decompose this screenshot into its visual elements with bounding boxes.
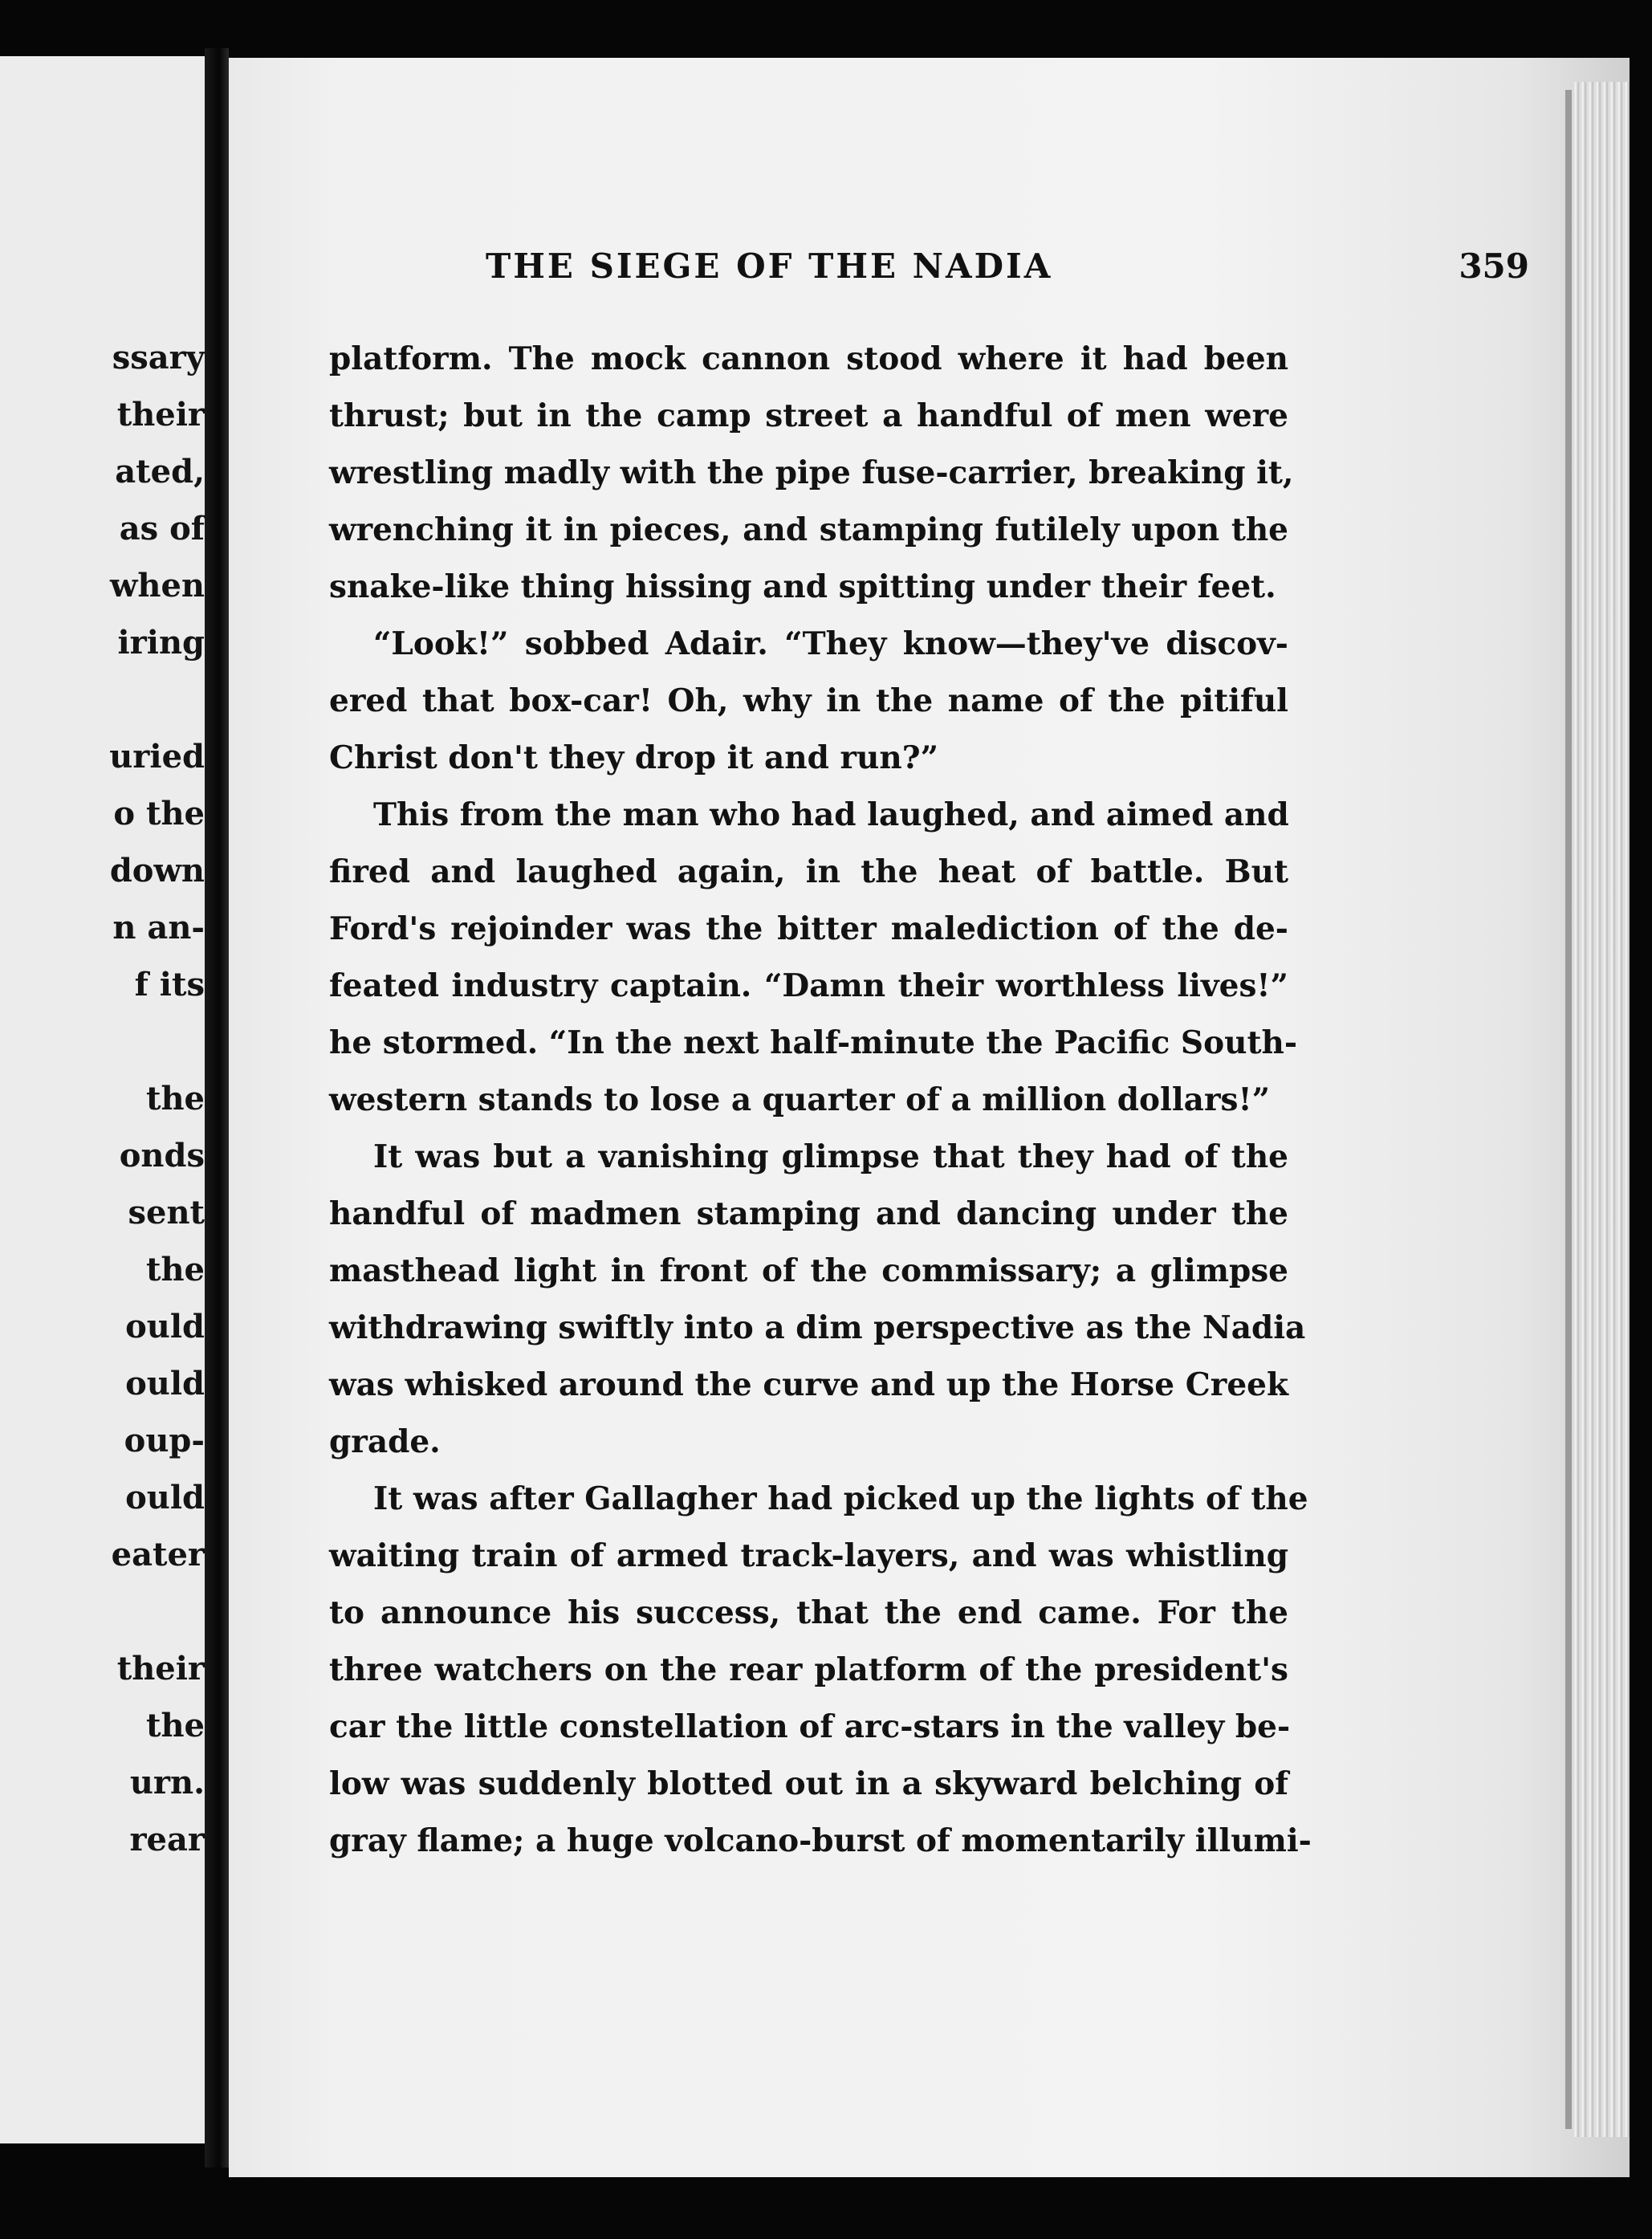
facing-page-fragment: ould xyxy=(125,1365,205,1402)
facing-page-fragment: sent xyxy=(128,1194,205,1231)
facing-page-fragment: the xyxy=(145,1080,205,1117)
paragraph xyxy=(329,331,1294,616)
text-line: he stormed. “In the next half-minute the Pacific South- xyxy=(329,1024,1298,1061)
facing-page-fragment: iring xyxy=(117,624,205,662)
text-line: to announce his success, that the end came. For the xyxy=(329,1594,1288,1631)
facing-page-fragment: n an- xyxy=(112,909,205,946)
facing-page-fragment: rear xyxy=(129,1821,205,1858)
text-line: It was after Gallagher had picked up the lights of the xyxy=(373,1480,1308,1517)
text-line: This from the man who had laughed, and aimed and xyxy=(373,796,1289,833)
facing-page-fragment: their xyxy=(116,396,205,434)
facing-page-fragment xyxy=(12,671,205,728)
running-title: THE SIEGE OF THE NADIA xyxy=(486,246,1053,286)
running-head xyxy=(486,246,1529,303)
text-line: ered that box-car! Oh, why in the name of the pitiful xyxy=(329,682,1288,719)
text-line: snake-like thing hissing and spitting under their feet. xyxy=(329,568,1276,605)
text-line: It was but a vanishing glimpse that they had of the xyxy=(373,1138,1288,1175)
text-line: grade. xyxy=(329,1423,441,1460)
facing-page-fragment: the xyxy=(145,1251,205,1288)
body-text xyxy=(329,331,1312,1870)
book-page xyxy=(229,58,1630,2177)
text-line: three watchers on the rear platform of the president's xyxy=(329,1651,1288,1688)
text-line: withdrawing swiftly into a dim perspective as the Nadia xyxy=(329,1309,1306,1346)
facing-page-fragment: urn. xyxy=(129,1764,205,1801)
text-line: waiting train of armed track-layers, and was whistling xyxy=(329,1537,1288,1574)
page-block-edge xyxy=(1573,82,1630,2137)
facing-page-fragment: ould xyxy=(125,1308,205,1345)
facing-page-fragment: f its xyxy=(134,966,205,1003)
text-line: gray flame; a huge volcano-burst of momentarily illumi- xyxy=(329,1822,1312,1859)
text-line: wrenching it in pieces, and stamping futilely upon the xyxy=(329,511,1288,548)
facing-page-text-fragments xyxy=(12,329,205,1868)
text-line: low was suddenly blotted out in a skyward belching of xyxy=(329,1765,1288,1802)
facing-page-fragment xyxy=(12,1583,205,1640)
page-edge-shadow xyxy=(1565,90,1572,2129)
paragraph xyxy=(329,1129,1306,1471)
facing-page-fragment: ould xyxy=(125,1479,205,1516)
text-line: thrust; but in the camp street a handful of men were xyxy=(329,397,1288,434)
text-line: Christ don't they drop it and run?” xyxy=(329,739,938,776)
text-line: western stands to lose a quarter of a million dollars!” xyxy=(329,1081,1270,1118)
facing-page-fragment: their xyxy=(116,1650,205,1687)
facing-page-fragment: o the xyxy=(113,795,205,833)
text-line: platform. The mock cannon stood where it had been xyxy=(329,340,1288,377)
text-line: fired and laughed again, in the heat of battle. But xyxy=(329,853,1288,890)
text-line: masthead light in front of the commissary; a glimpse xyxy=(329,1252,1288,1289)
facing-page-fragment: eater xyxy=(111,1536,205,1573)
facing-page-fragment: ated, xyxy=(115,453,205,491)
paragraph xyxy=(329,787,1298,1129)
text-line: “Look!” sobbed Adair. “They know—they've discov- xyxy=(373,625,1288,662)
facing-page-fragment: as of xyxy=(119,510,205,548)
facing-page-fragment: uried xyxy=(109,738,205,776)
facing-page-fragment: ssary xyxy=(112,339,205,377)
text-line: was whisked around the curve and up the Horse Creek xyxy=(329,1366,1288,1403)
facing-page-fragment: onds xyxy=(119,1137,205,1174)
text-line: car the little constellation of arc-stars in the valley be- xyxy=(329,1708,1291,1745)
paragraph xyxy=(329,1471,1312,1870)
facing-page-fragment: when xyxy=(109,567,205,605)
text-line: Ford's rejoinder was the bitter malediction of the de- xyxy=(329,910,1288,947)
text-line: feated industry captain. “Damn their worthless lives!” xyxy=(329,967,1288,1004)
facing-page-fragment: down xyxy=(109,852,205,889)
facing-page-fragment xyxy=(12,1013,205,1070)
facing-page-fragment: the xyxy=(145,1707,205,1744)
text-line: wrestling madly with the pipe fuse-carrier, breaking it, xyxy=(329,454,1294,491)
facing-page-edge xyxy=(0,56,205,2143)
paragraph xyxy=(329,616,1288,787)
facing-page-fragment: oup- xyxy=(124,1422,205,1459)
page-number: 359 xyxy=(1459,246,1529,286)
text-line: handful of madmen stamping and dancing under the xyxy=(329,1195,1288,1232)
book-spine-shadow xyxy=(205,48,229,2168)
